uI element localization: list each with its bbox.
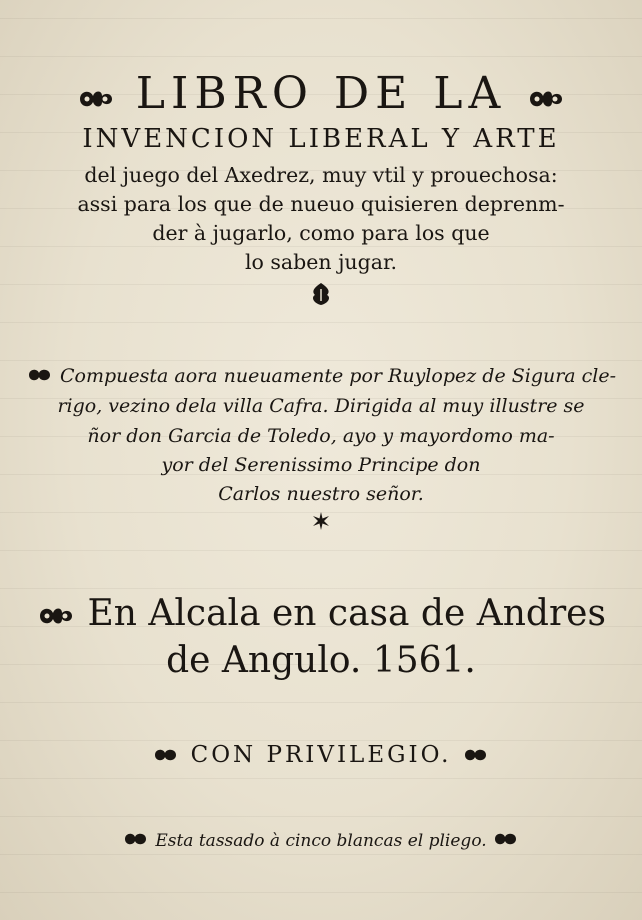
author-line-1 — [0, 365, 642, 387]
star-divider — [0, 510, 642, 537]
author-text-1: Compuesta aora nueuamente por Ruylopez de Sigura cle- — [60, 365, 617, 387]
subtitle-line-2: assi para los que de nueuo quisieren deprenm- — [77, 192, 565, 216]
subtitle-line-4: lo saben jugar. — [244, 250, 398, 274]
price-note-text: Esta tassado à cinco blancas el pliego. — [155, 831, 487, 851]
title-line-2: INVENCION LIBERAL Y ARTE — [82, 124, 560, 154]
author-line-5: Carlos nuestro señor. — [218, 483, 424, 505]
title-line-1 — [0, 68, 642, 119]
floral-fleuron-icon — [76, 86, 116, 112]
hedera-leaf-icon — [307, 281, 335, 307]
imprint-line-1 — [0, 593, 642, 634]
author-line-2: rigo, vezino dela villa Cafra. Dirigida al muy illustre se — [57, 395, 585, 417]
floral-fleuron-icon — [462, 746, 490, 764]
subtitle-line-1: del juego del Axedrez, muy vtil y prouechosa: — [84, 163, 558, 187]
imprint-line-2: de Angulo. 1561. — [166, 640, 476, 681]
floral-fleuron-icon — [526, 86, 566, 112]
hedera-leaf-icon — [122, 830, 150, 848]
hedera-leaf-icon — [492, 830, 520, 848]
title-text-1: LIBRO DE LA — [135, 68, 507, 119]
fleuron-divider — [0, 281, 642, 314]
author-line-3: ñor don Garcia de Toledo, ayo y mayordomo ma- — [87, 425, 555, 447]
privilege-line — [0, 742, 642, 768]
floral-fleuron-icon — [36, 603, 76, 629]
subtitle-line-3: der à jugarlo, como para los que — [152, 221, 490, 245]
privilege-text: CON PRIVILEGIO. — [190, 742, 452, 768]
author-line-4: yor del Serenissimo Principe don — [161, 454, 481, 476]
hedera-leaf-icon — [26, 366, 54, 384]
price-note-line — [0, 830, 642, 851]
imprint-text-1: En Alcala en casa de Andres — [87, 593, 606, 634]
floral-fleuron-icon — [152, 746, 180, 764]
star-ornament-icon — [310, 510, 332, 532]
